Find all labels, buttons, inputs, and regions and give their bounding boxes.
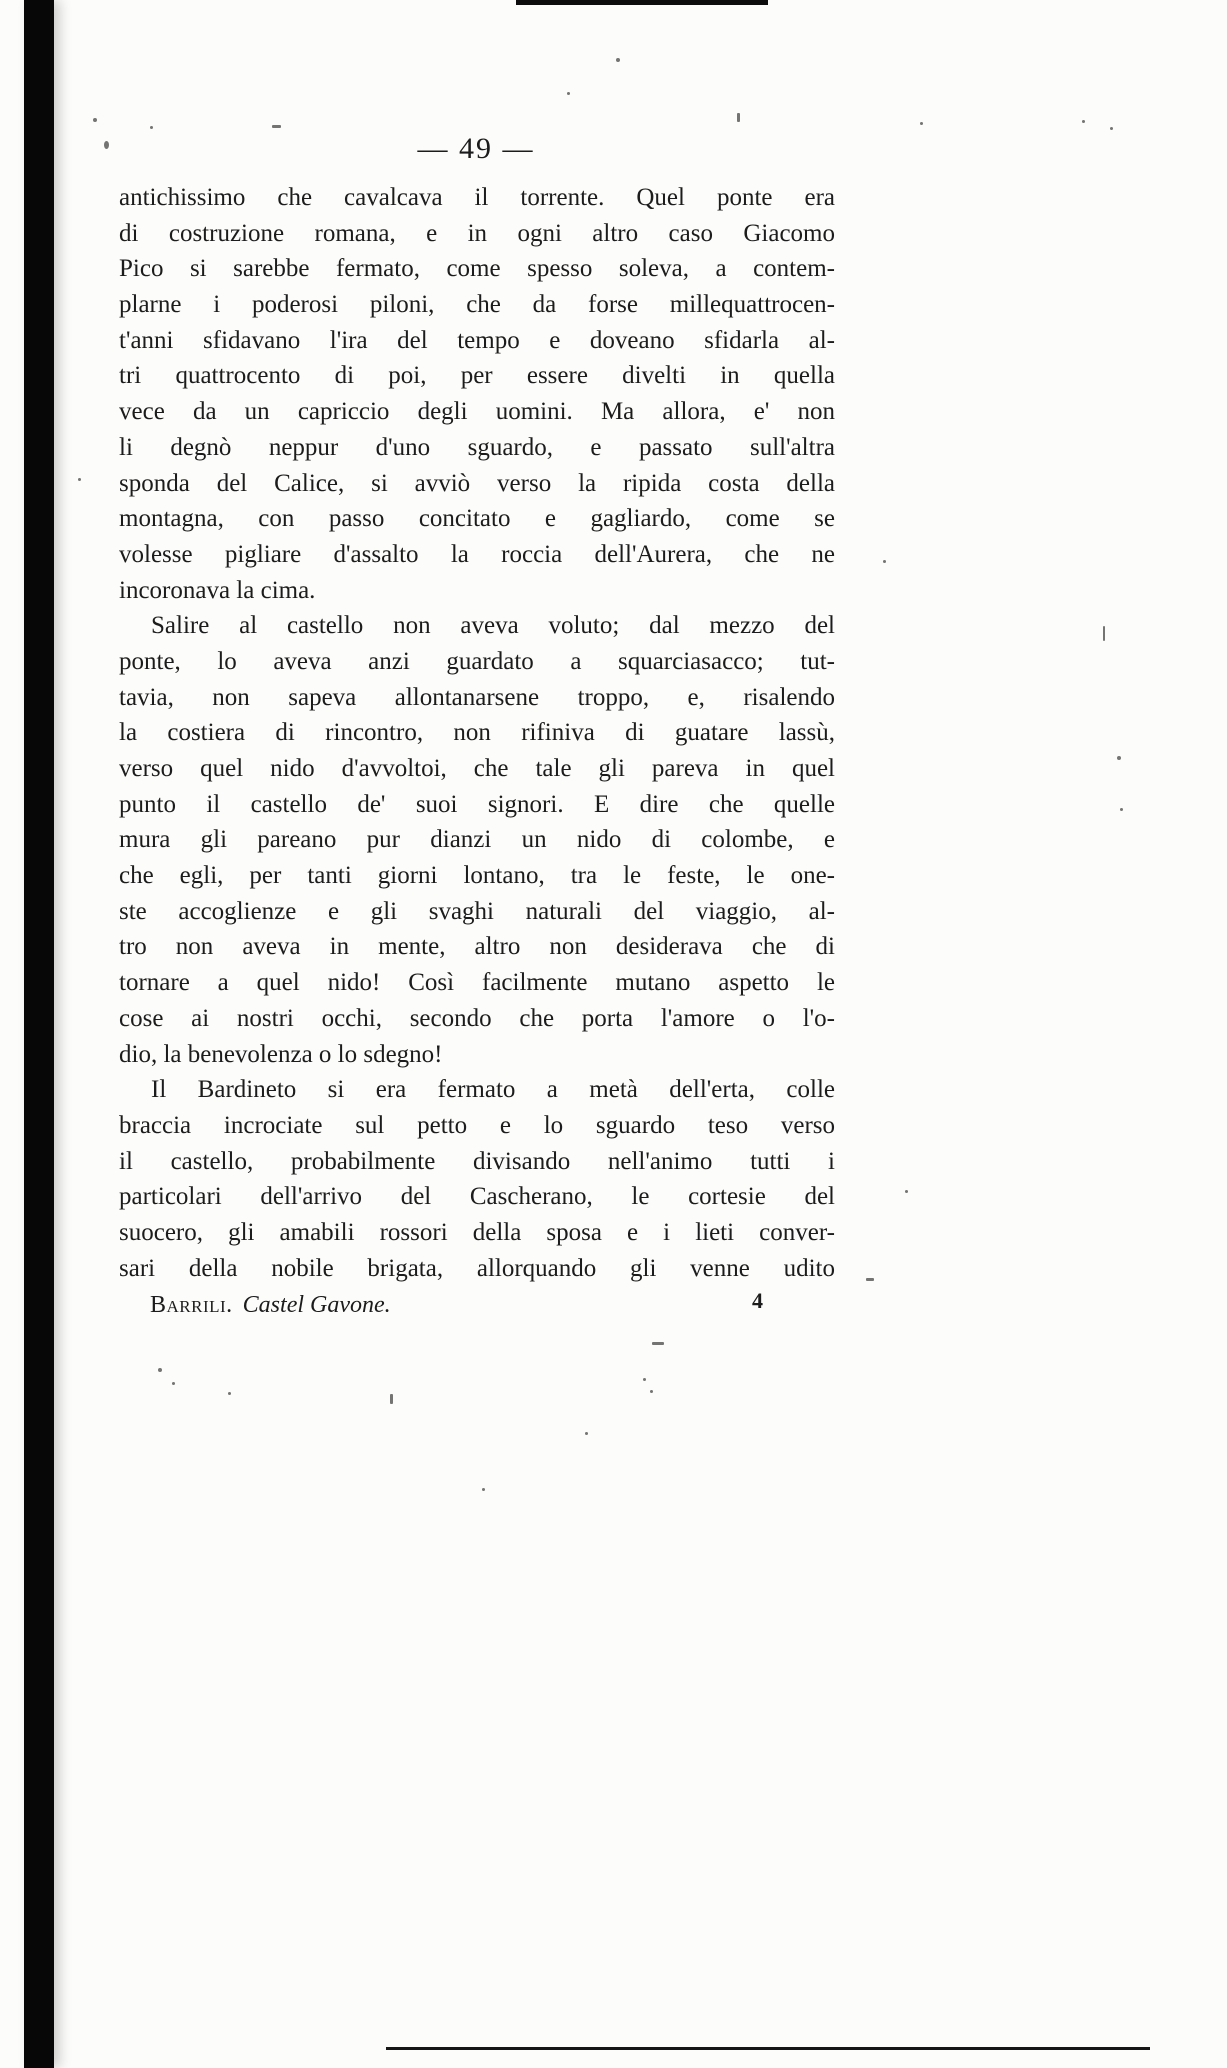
scan-speck — [866, 1278, 874, 1281]
text-line: il castello, probabilmente divisando nell'animo tutti i — [119, 1147, 835, 1175]
scan-speck — [920, 122, 923, 125]
text-line: verso quel nido d'avvoltoi, che tale gli pareva in quel — [119, 755, 835, 782]
scan-speck — [482, 1488, 485, 1491]
text-line: ponte, lo aveva anzi guardato a squarciasacco; tut- — [119, 647, 835, 675]
text-line: cose ai nostri occhi, secondo che porta l'amore o l'o- — [119, 1004, 835, 1032]
text-line: incoronava la cima. — [119, 576, 316, 604]
scan-speck — [1117, 756, 1121, 760]
footer-book-title: Castel Gavone. — [242, 1292, 391, 1318]
scan-speck — [150, 126, 153, 129]
text-line: braccia incrociate sul petto e lo sguardo teso verso — [119, 1111, 835, 1139]
scan-speck — [652, 1342, 664, 1345]
page-number: — 49 — — [417, 132, 535, 165]
text-line: t'anni sfidavano l'ira del tempo e doveano sfidarla al- — [119, 326, 835, 354]
scan-speck — [905, 1190, 908, 1193]
scan-speck — [93, 118, 97, 122]
text-line: tavia, non sapeva allontanarsene troppo, e, risalendo — [119, 683, 835, 711]
text-line: antichissimo che cavalcava il torrente. Quel ponte era — [119, 184, 835, 211]
scan-speck — [272, 125, 281, 128]
text-line: di costruzione romana, e in ogni altro caso Giacomo — [119, 219, 835, 247]
text-line: li degnò neppur d'uno sguardo, e passato sull'altra — [119, 433, 835, 461]
text-line: vece da un capriccio degli uomini. Ma allora, e' non — [119, 398, 835, 426]
text-line: punto il castello de' suoi signori. E dire che quelle — [119, 790, 835, 818]
signature-mark: 4 — [752, 1288, 763, 1313]
scan-speck — [158, 1368, 162, 1372]
footer-author: Barrili. — [150, 1292, 233, 1318]
footer-catch-line — [150, 1292, 391, 1319]
scan-speck — [883, 560, 886, 563]
text-line: plarne i poderosi piloni, che da forse millequattrocen- — [119, 291, 835, 319]
scan-speck — [1110, 127, 1113, 130]
scan-speck — [172, 1382, 175, 1385]
scan-speck — [78, 478, 81, 481]
text-line: dio, la benevolenza o lo sdegno! — [119, 1040, 443, 1068]
scan-speck — [228, 1392, 231, 1395]
text-line: Pico si sarebbe fermato, come spesso soleva, a contem- — [119, 255, 835, 283]
scan-edge-line-top — [516, 0, 768, 5]
text-line: mura gli pareano pur dianzi un nido di colombe, e — [119, 826, 835, 854]
text-line: sari della nobile brigata, allorquando gli venne udito — [119, 1254, 835, 1282]
scan-edge-line-bottom — [386, 2047, 1150, 2050]
text-line: sponda del Calice, si avviò verso la ripida costa della — [119, 469, 835, 497]
binding-shadow-bar — [24, 0, 54, 2068]
text-line: Salire al castello non aveva voluto; dal mezzo del — [151, 612, 835, 640]
text-line: particolari dell'arrivo del Cascherano, le cortesie del — [119, 1183, 835, 1211]
scan-speck — [643, 1378, 646, 1381]
scan-speck — [616, 58, 620, 62]
text-line: che egli, per tanti giorni lontano, tra le feste, le one- — [119, 862, 835, 890]
scan-speck — [567, 92, 570, 95]
scan-speck — [104, 141, 109, 149]
scan-speck — [650, 1390, 653, 1393]
scan-speck — [1103, 626, 1105, 641]
scan-speck — [1120, 808, 1123, 811]
text-line: ste accoglienze e gli svaghi naturali del viaggio, al- — [119, 897, 835, 925]
scan-speck — [1082, 120, 1085, 123]
body-text — [119, 180, 835, 1286]
text-line: montagna, con passo concitato e gagliardo, come se — [119, 505, 835, 533]
scan-speck — [390, 1394, 393, 1404]
text-line: tro non aveva in mente, altro non desiderava che di — [119, 933, 835, 961]
text-line: tri quattrocento di poi, per essere divelti in quella — [119, 362, 835, 390]
scan-speck — [737, 113, 740, 122]
text-line: la costiera di rincontro, non rifiniva di guatare lassù, — [119, 719, 835, 747]
text-line: volesse pigliare d'assalto la roccia dell'Aurera, che ne — [119, 540, 835, 568]
text-line: suocero, gli amabili rossori della sposa e i lieti conver- — [119, 1218, 835, 1246]
text-line: Il Bardineto si era fermato a metà dell'erta, colle — [151, 1076, 835, 1104]
scan-speck — [585, 1432, 588, 1435]
text-line: tornare a quel nido! Così facilmente mutano aspetto le — [119, 969, 835, 997]
